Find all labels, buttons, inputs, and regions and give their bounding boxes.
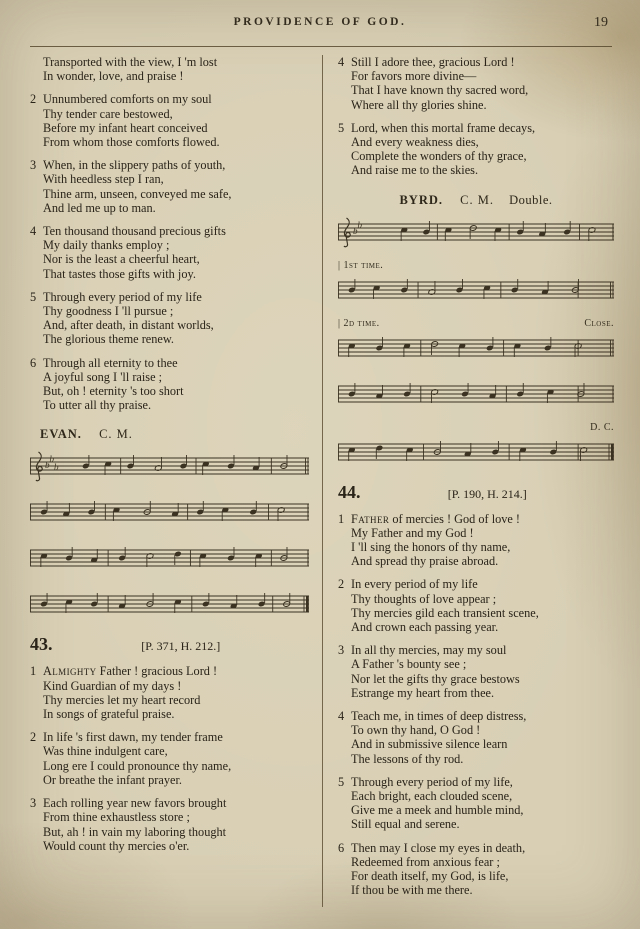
- header-rule: [30, 46, 612, 47]
- verse-number: 1: [338, 511, 345, 526]
- verse-line: Give me a meek and humble mind,: [351, 803, 524, 818]
- verse-line: Was thine indulgent care,: [43, 744, 168, 759]
- verse-line: And raise me to the skies.: [351, 163, 479, 178]
- music-staff: [30, 494, 309, 530]
- verse-line: And crown each passing year.: [351, 620, 499, 635]
- verse-line: For favors more divine—: [351, 69, 477, 84]
- treble-clef-icon: [36, 452, 42, 481]
- staff-notation-svg: [30, 540, 309, 576]
- hymn-continuation-block: [30, 55, 309, 412]
- verse-number: 2: [338, 577, 345, 592]
- treble-clef-icon: [344, 218, 350, 247]
- staff-label-right: D. C.: [590, 421, 614, 433]
- verse-number: 5: [338, 774, 345, 789]
- verse-line: Through every period of my life: [43, 289, 202, 304]
- music-staff: [338, 422, 614, 470]
- verse-number: 6: [30, 355, 37, 370]
- hymn-number: 43.: [30, 634, 53, 655]
- verse-line: Estrange my heart from thee.: [351, 685, 495, 700]
- verse-line: That tastes those gifts with joy.: [43, 266, 196, 281]
- verse-number: 4: [30, 224, 37, 239]
- verse-line: Still I adore thee, gracious Lord !: [351, 55, 515, 69]
- hymn-verse: [338, 512, 614, 569]
- hymn-43-continuation-block: [338, 55, 614, 178]
- verse-line: But, ah ! in vain my laboring thought: [43, 824, 227, 839]
- music-staff: [338, 260, 614, 308]
- verse-number: 2: [30, 92, 37, 107]
- verse-line: I 'll sing the honors of thy name,: [351, 540, 511, 555]
- verse-line: Before my infant heart conceived: [43, 120, 208, 135]
- staff-notation-svg: [338, 272, 614, 308]
- tune-name: EVAN.: [40, 427, 82, 442]
- tune-heading-byrd: [338, 193, 614, 208]
- verse-line: That I have known thy sacred word,: [351, 83, 529, 98]
- verse-line: In every period of my life: [351, 577, 478, 592]
- verse-line: With heedless step I ran,: [43, 172, 164, 187]
- music-staff: [338, 376, 614, 412]
- verse-line: Would count thy mercies o'er.: [43, 838, 190, 853]
- hymn-verse: [30, 290, 309, 347]
- flat-sign-icon: b: [45, 460, 50, 471]
- verse-line: Nor is the least a cheerful heart,: [43, 252, 200, 267]
- verse-line: Or breathe the infant prayer.: [43, 772, 182, 787]
- verse-line: In songs of grateful praise.: [43, 707, 175, 722]
- hymn-43-text-block: [30, 664, 309, 852]
- verse-line: Long ere I could pronounce thy name,: [43, 758, 232, 773]
- verse-line: Kind Guardian of my days !: [43, 678, 182, 693]
- verse-line: From whom those comforts flowed.: [43, 135, 220, 150]
- verse-line: Through all eternity to thee: [43, 355, 178, 370]
- page-number: 19: [594, 15, 608, 30]
- verse-number: 5: [30, 289, 37, 304]
- staff-notation-svg: [30, 586, 309, 622]
- verse-line: Transported with the view, I 'm lost: [43, 55, 218, 69]
- verse-line: My daily thanks employ ;: [43, 238, 170, 253]
- flat-sign-icon: b: [49, 454, 54, 465]
- verse-line: But, oh ! eternity 's too short: [43, 384, 184, 399]
- hymn-verse: [30, 664, 309, 721]
- music-staff: [338, 214, 614, 250]
- hymn-verse: [30, 55, 309, 83]
- verse-line: Thy goodness I 'll pursue ;: [43, 304, 174, 319]
- hymn-verse: [30, 356, 309, 413]
- music-staff: [30, 540, 309, 576]
- verse-line: Ten thousand thousand precious gifts: [43, 224, 226, 239]
- music-notation-evan: [30, 448, 309, 622]
- staff-label-left: | 2d time.: [338, 317, 380, 329]
- verse-line: Thy thoughts of love appear ;: [351, 591, 497, 606]
- verse-line: Each rolling year new favors brought: [43, 796, 227, 811]
- verse-line: And in submissive silence learn: [351, 737, 508, 752]
- hymn-reference: [P. 371, H. 212.]: [141, 639, 221, 654]
- verse-line: To own thy hand, O God !: [351, 723, 481, 738]
- verse-line: If thou be with me there.: [351, 883, 473, 898]
- flat-sign-icon: b: [54, 462, 59, 473]
- verse-line: Nor let the gifts thy grace bestows: [351, 671, 520, 686]
- music-staff: [338, 318, 614, 366]
- staff-notation-svg: [338, 214, 614, 250]
- verse-line: Still equal and serene.: [351, 817, 460, 832]
- verse-number: 1: [30, 664, 37, 679]
- tune-name: BYRD.: [399, 192, 444, 207]
- verse-number: [30, 55, 43, 83]
- music-staff: [30, 448, 309, 484]
- staff-notation-svg: [338, 376, 614, 412]
- running-header: [30, 16, 610, 40]
- staff-notation-svg: [30, 448, 309, 484]
- staff-notation-svg: [338, 434, 614, 470]
- verse-line: In life 's first dawn, my tender frame: [43, 730, 223, 745]
- verse-line: Unnumbered comforts on my soul: [43, 92, 212, 107]
- verse-line: The glorious theme renew.: [43, 332, 175, 347]
- flat-sign-icon: b: [353, 225, 358, 236]
- hymn-verse: [30, 730, 309, 787]
- hymn-verse: [338, 121, 614, 178]
- verse-number: 6: [338, 840, 345, 855]
- music-staff: [30, 586, 309, 622]
- left-column: [30, 55, 322, 907]
- verse-line: Thy mercies gild each transient scene,: [351, 605, 539, 620]
- tune-meter: C. M.: [460, 192, 494, 207]
- tune-heading-evan: [30, 427, 309, 442]
- verse-line: Thy mercies let my heart record: [43, 692, 201, 707]
- verse-line: Teach me, in times of deep distress,: [351, 709, 527, 724]
- verse-line: Lord, when this mortal frame decays,: [351, 120, 536, 135]
- verse-line: Then may I close my eyes in death,: [351, 840, 526, 855]
- verse-line: For death itself, my God, is life,: [351, 869, 509, 884]
- verse-number: 2: [30, 730, 37, 745]
- hymn-verse: [30, 224, 309, 281]
- verse-number: 5: [338, 120, 345, 135]
- verse-number: 3: [30, 158, 37, 173]
- verse-line: To utter all thy praise.: [43, 398, 152, 413]
- verse-number: 3: [338, 643, 345, 658]
- hymn-reference: [P. 190, H. 214.]: [447, 486, 527, 501]
- verse-line: Redeemed from anxious fear ;: [351, 854, 500, 869]
- hymn-44-text-block: [338, 512, 614, 898]
- verse-line: A joyful song I 'll raise ;: [43, 369, 163, 384]
- staff-label-right: Close.: [584, 317, 614, 329]
- tune-style: Double.: [509, 192, 553, 207]
- verse-line: My Father and my God !: [351, 525, 474, 540]
- hymn-verse: [30, 796, 309, 853]
- verse-line: Father of mercies ! God of love !: [351, 511, 521, 526]
- hymn-43-heading: [30, 634, 309, 655]
- hymn-verse: [30, 92, 309, 149]
- hymn-verse: [338, 643, 614, 700]
- hymn-44-heading: [338, 482, 614, 503]
- hymn-verse: [338, 775, 614, 832]
- verse-line: And, after death, in distant worlds,: [43, 318, 214, 333]
- verse-line: Each bright, each clouded scene,: [351, 789, 513, 804]
- staff-label-left: | 1st time.: [338, 259, 384, 271]
- verse-line: Through every period of my life,: [351, 774, 513, 789]
- verse-number: 3: [30, 796, 37, 811]
- right-column: [322, 55, 614, 907]
- hymn-verse: [338, 577, 614, 634]
- verse-line: Thine arm, unseen, conveyed me safe,: [43, 186, 232, 201]
- hymn-number: 44.: [338, 481, 361, 502]
- verse-line: Almighty Father ! gracious Lord !: [43, 664, 218, 679]
- two-column-text: [30, 55, 614, 907]
- music-notation-byrd: [338, 214, 614, 470]
- verse-line: From thine exhaustless store ;: [43, 810, 190, 825]
- verse-line: In all thy mercies, may my soul: [351, 643, 507, 658]
- hymn-verse: [338, 55, 614, 112]
- verse-line: And led me up to man.: [43, 200, 156, 215]
- verse-number: 4: [338, 709, 345, 724]
- verse-line: And every weakness dies,: [351, 135, 479, 150]
- verse-line: Thy tender care bestowed,: [43, 106, 173, 121]
- hymn-verse: [338, 841, 614, 898]
- hymn-verse: [30, 158, 309, 215]
- page-title: PROVIDENCE OF GOD.: [233, 16, 407, 28]
- verse-line: Where all thy glories shine.: [351, 97, 487, 112]
- staff-notation-svg: [338, 330, 614, 366]
- tune-meter: C. M.: [99, 427, 133, 442]
- verse-line: Complete the wonders of thy grace,: [351, 149, 527, 164]
- hymn-verse: [338, 709, 614, 766]
- verse-line: And spread thy praise abroad.: [351, 554, 499, 569]
- staff-notation-svg: [30, 494, 309, 530]
- flat-sign-icon: b: [357, 219, 362, 230]
- verse-line: The lessons of thy rod.: [351, 751, 464, 766]
- verse-line: In wonder, love, and praise !: [43, 69, 184, 84]
- verse-number: 4: [338, 55, 345, 69]
- verse-line: A Father 's bounty see ;: [351, 657, 467, 672]
- verse-line: When, in the slippery paths of youth,: [43, 158, 226, 173]
